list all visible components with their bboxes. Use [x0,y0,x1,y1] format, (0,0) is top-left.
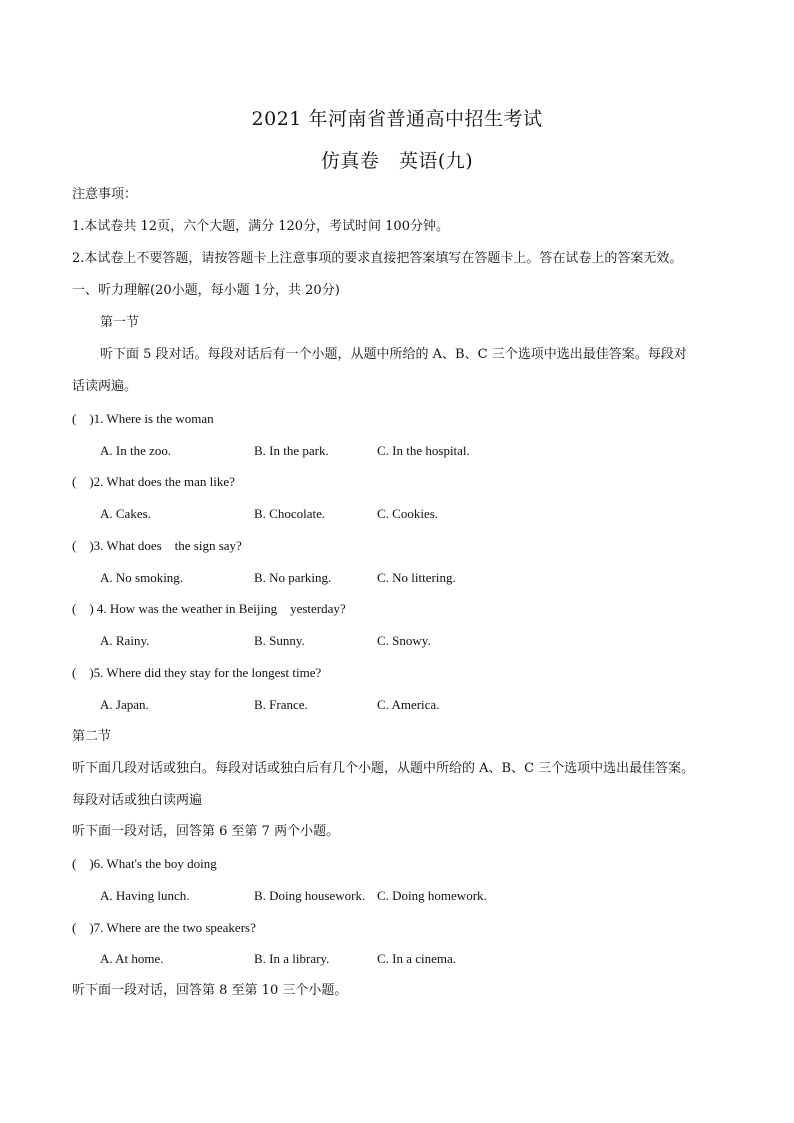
option-a: A. Japan. [100,697,149,712]
option-b: B. Sunny. [254,633,305,648]
option-b: B. In the park. [254,443,329,458]
option-b: B. Doing housework. [254,888,366,903]
question-item [72,411,214,427]
option-b: B. Chocolate. [254,506,326,521]
answer-blank[interactable]: ( )6. [72,856,104,871]
section1-label: 第一节 [100,315,140,330]
option-a: A. Rainy. [100,633,150,648]
option-a: A. In the zoo. [100,443,172,458]
answer-blank[interactable]: ( )7. [72,920,104,935]
option-c: C. Snowy. [377,633,431,648]
question-item [72,474,235,490]
section2-instruction-cont: 每段对话或独白读两遍 [72,793,203,808]
question-item [72,538,242,554]
question-text: What does the man like? [103,474,235,489]
group-instruction-8-10: 听下面一段对话，回答第 8 至第 10 三个小题。 [72,983,348,998]
option-a: A. Cakes. [100,506,151,521]
question-text: Where are the two speakers? [103,920,256,935]
option-b: B. France. [254,697,308,712]
question-text: How was the weather in Beijing yesterday? [106,601,346,616]
section2-instruction: 听下面几段对话或独白。每段对话或独白后有几个小题，从题中所给的 A、B、C 三个选项中选出最佳答案。 [72,761,695,776]
note-item-1: 1.本试卷共 12页，六个大题，满分 120分，考试时间 100分钟。 [72,219,449,234]
question-item [72,665,321,681]
option-b: B. In a library. [254,951,330,966]
option-c: C. America. [377,697,440,712]
option-a: A. No smoking. [100,570,184,585]
question-item [72,856,217,872]
group-instruction-6-7: 听下面一段对话，回答第 6 至第 7 两个小题。 [72,824,340,839]
section1-instruction-cont: 话读两遍。 [72,379,138,394]
option-a: A. At home. [100,951,164,966]
question-text: Where did they stay for the longest time? [103,665,322,680]
question-item [72,601,346,617]
answer-blank[interactable]: ( ) 4. [72,601,107,616]
question-text: Where is the woman [103,411,214,426]
option-b: B. No parking. [254,570,332,585]
option-c: C. Doing homework. [377,888,487,903]
question-item [72,920,256,936]
notes-heading: 注意事项： [72,187,138,202]
section2-label: 第二节 [72,729,112,744]
part1-heading: 一、听力理解(20小题，每小题 1分，共 20分) [72,283,340,298]
answer-blank[interactable]: ( )1. [72,411,104,426]
option-c: C. In the hospital. [377,443,470,458]
option-c: C. In a cinema. [377,951,457,966]
exam-subtitle: 仿真卷 英语(九) [320,150,474,172]
section1-instruction: 听下面 5 段对话。每段对话后有一个小题，从题中所给的 A、B、C 三个选项中选出最佳答案。每段对 [100,347,687,362]
option-c: C. No littering. [377,570,456,585]
answer-blank[interactable]: ( )2. [72,474,104,489]
option-c: C. Cookies. [377,506,439,521]
option-a: A. Having lunch. [100,888,190,903]
answer-blank[interactable]: ( )5. [72,665,104,680]
exam-title: 2021 年河南省普通高中招生考试 [251,108,543,130]
answer-blank[interactable]: ( )3. [72,538,104,553]
note-item-2: 2.本试卷上不要答题，请按答题卡上注意事项的要求直接把答案填写在答题卡上。答在试卷上的答案无效。 [72,251,683,266]
question-text: What's the boy doing [103,856,217,871]
question-text: What does the sign say? [103,538,242,553]
